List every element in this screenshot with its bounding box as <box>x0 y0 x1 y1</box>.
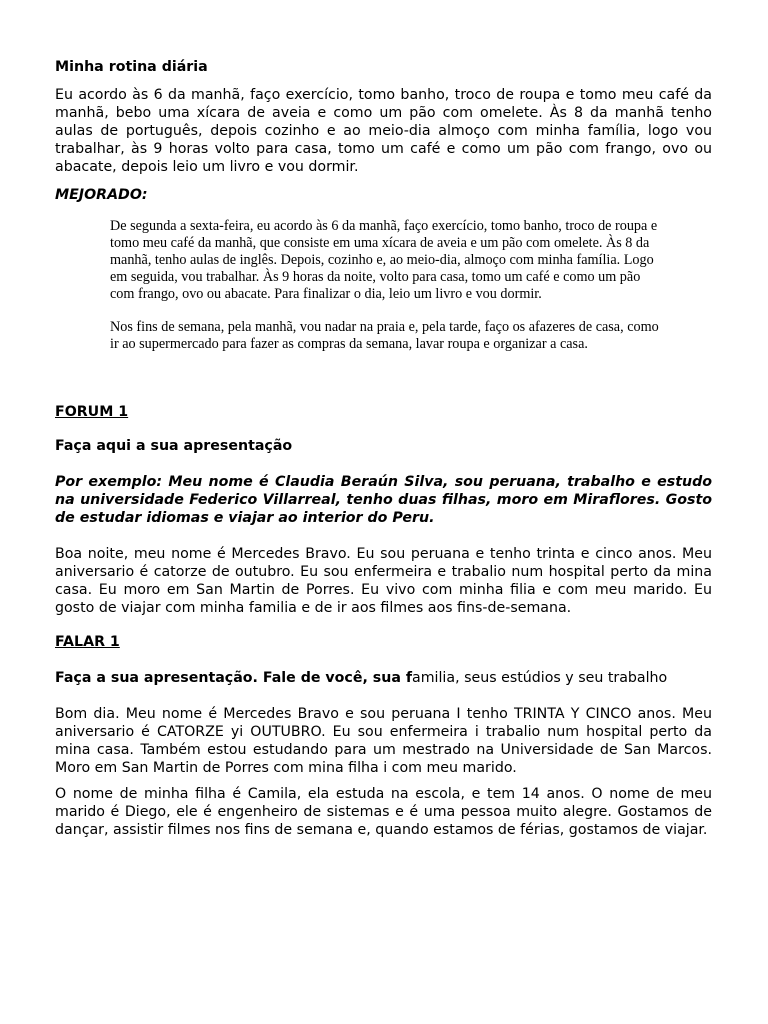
falar-prompt-regular: amilia, seus estúdios y seu trabalho <box>412 670 668 686</box>
falar-heading: FALAR 1 <box>55 634 120 650</box>
falar-prompt <box>55 669 712 687</box>
improved-paragraph-2: Nos fins de semana, pela manhã, vou nadar na praia e, pela tarde, faço os afazeres de casa, como ir ao supermercado para fazer as compras da semana, lavar roupa e organizar a casa. <box>110 319 659 352</box>
intro-paragraph: Eu acordo às 6 da manhã, faço exercício, tomo banho, troco de roupa e tomo meu café da manhã, bebo uma xícara de aveia e como um pão com omelete. Às 8 da manhã tenho aulas de português, depois cozinho e ao meio-dia almoço com minha família, logo vou trabalhar, às 9 horas volto para casa, tomo um café e como um pão com frango, ovo ou abacate, depois leio um livro e vou dormir. <box>55 87 712 175</box>
falar-answer-2: O nome de minha filha é Camila, ela estuda na escola, e tem 14 anos. O nome de meu marido é Diego, ele é engenheiro de sistemas e é uma pessoa muito alegre. Gostamos de dançar, assistir filmes nos fins de semana e, quando estamos de férias, gostamos de viajar. <box>55 786 712 838</box>
improved-block <box>110 218 666 353</box>
falar-answer-1: Bom dia. Meu nome é Mercedes Bravo e sou peruana I tenho TRINTA Y CINCO anos. Meu aniversario é CATORZE yi OUTUBRO. Eu sou enfermeira i trabalio num hospital perto da mina casa. Também estou estudando para um mestrado na Universidade de San Marcos. Moro em San Martin de Porres com mina filha i com meu marido. <box>55 706 712 776</box>
forum-answer: Boa noite, meu nome é Mercedes Bravo. Eu sou peruana e tenho trinta e cinco anos. Meu aniversario é catorze de outubro. Eu sou enfermeira e trabalio num hospital perto da mina casa. Eu moro em San Martin de Porres. Eu vivo com minha filia e com meu marido. Eu gosto de viajar com minha familia e de ir aos filmes aos fins-de-semana. <box>55 546 712 616</box>
improved-paragraph-1: De segunda a sexta-feira, eu acordo às 6 da manhã, faço exercício, tomo banho, troco de roupa e tomo meu café da manhã, que consiste em uma xícara de aveia e um pão com omelete. Às 8 da manhã, tenho aulas de inglês. Depois, cozinho e, ao meio-dia, almoço com minha família. Logo em seguida, vou trabalhar. Às 9 horas da noite, volto para casa, tomo um café e como um pão com frango, ovo ou abacate. Para finalizar o dia, leio um livro e vou dormir. <box>110 218 658 302</box>
document-title: Minha rotina diária <box>55 59 208 75</box>
forum-prompt: Faça aqui a sua apresentação <box>55 438 293 454</box>
forum-example: Por exemplo: Meu nome é Claudia Beraún Silva, sou peruana, trabalho e estudo na universidade Federico Villarreal, tenho duas filhas, moro em Miraflores. Gosto de estudar idiomas e viajar ao interior do Peru. <box>55 474 712 526</box>
document-page <box>55 58 712 839</box>
improved-label: MEJORADO: <box>55 187 148 203</box>
falar-prompt-bold: Faça a sua apresentação. Fale de você, sua f <box>55 670 413 686</box>
forum-heading: FORUM 1 <box>55 404 129 420</box>
